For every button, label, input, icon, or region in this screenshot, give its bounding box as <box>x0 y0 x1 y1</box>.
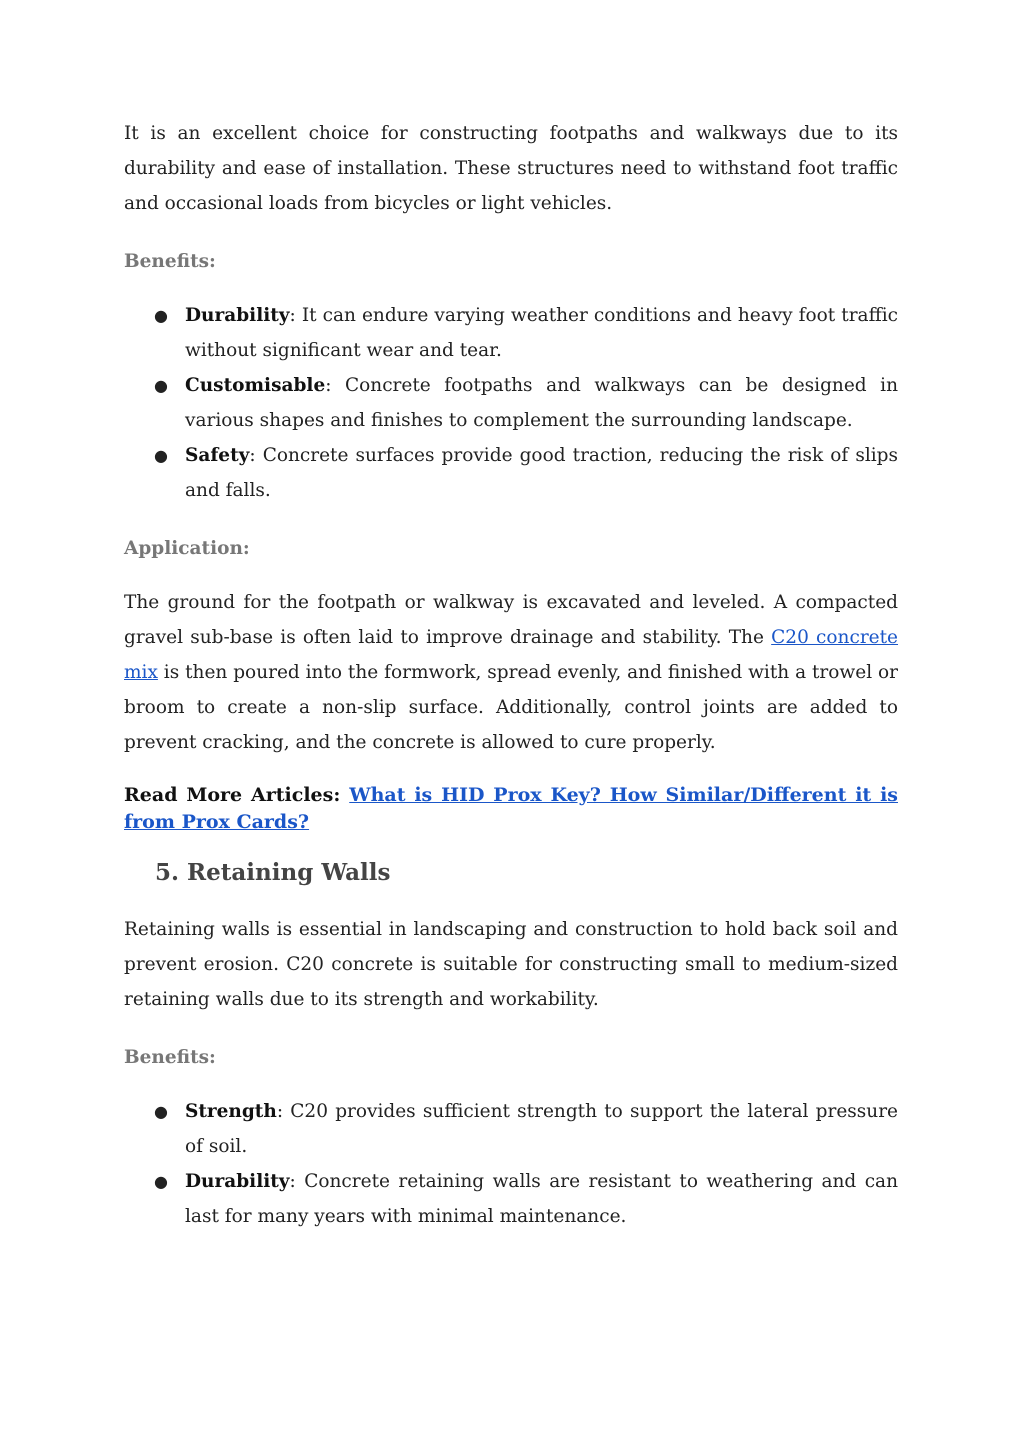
list-item <box>124 438 898 508</box>
benefit-term: Customisable <box>185 375 326 396</box>
benefit-text: : It can endure varying weather conditions and heavy foot traffic without significant wear and tear. <box>185 305 898 361</box>
application-heading: Application: <box>124 538 250 559</box>
benefit-term: Strength <box>185 1101 277 1122</box>
benefit-text: : Concrete retaining walls are resistant to weathering and can last for many years with minimal maintenance. <box>185 1171 898 1227</box>
bullet-icon: ● <box>154 306 168 325</box>
benefit-term: Durability <box>185 1171 290 1192</box>
read-more <box>124 782 898 836</box>
benefit-text: : Concrete footpaths and walkways can be designed in various shapes and finishes to complement the surrounding landscape. <box>185 375 898 431</box>
bullet-icon: ● <box>154 1102 168 1121</box>
list-item <box>124 1094 898 1164</box>
footpath-benefits-list <box>124 298 898 508</box>
benefit-text: : Concrete surfaces provide good traction, reducing the risk of slips and falls. <box>185 445 898 501</box>
section-number: 5. <box>155 859 180 886</box>
c20-concrete-mix-link[interactable]: C20 concrete mix <box>124 627 899 683</box>
benefit-term: Durability <box>185 305 290 326</box>
list-item <box>124 298 898 368</box>
bullet-icon: ● <box>154 446 168 465</box>
intro-paragraph: It is an excellent choice for constructing footpaths and walkways due to its durability and ease of installation. These structures need to withstand foot traffic and occasional loads from bicycles or light vehicles. <box>124 123 898 214</box>
document-page <box>124 116 898 1257</box>
bullet-icon: ● <box>154 1172 168 1191</box>
application-text-before: The ground for the footpath or walkway is excavated and leveled. A compacted gravel sub-base is often laid to improve drainage and stability. The <box>124 592 898 648</box>
bullet-icon: ● <box>154 376 168 395</box>
section-heading <box>155 856 898 890</box>
read-more-link[interactable]: What is HID Prox Key? How Similar/Different it is from Prox Cards? <box>124 784 898 833</box>
benefit-text: : C20 provides sufficient strength to support the lateral pressure of soil. <box>185 1101 898 1157</box>
application-paragraph <box>124 585 898 760</box>
retaining-walls-benefits-list <box>124 1094 898 1234</box>
retaining-walls-paragraph: Retaining walls is essential in landscaping and construction to hold back soil and prevent erosion. C20 concrete is suitable for constructing small to medium-sized retaining walls due to its strength and workability. <box>124 919 898 1010</box>
section-title: Retaining Walls <box>187 859 391 886</box>
list-item <box>124 368 898 438</box>
read-more-label: Read More Articles: <box>124 784 341 806</box>
benefit-term: Safety <box>185 445 250 466</box>
benefits-heading: Benefits: <box>124 1047 216 1068</box>
list-item <box>124 1164 898 1234</box>
benefits-heading: Benefits: <box>124 251 216 272</box>
application-text-after: is then poured into the formwork, spread evenly, and finished with a trowel or broom to create a non-slip surface. Additionally, control joints are added to prevent cracking, and the concrete is allowed to cure properly. <box>124 662 898 753</box>
